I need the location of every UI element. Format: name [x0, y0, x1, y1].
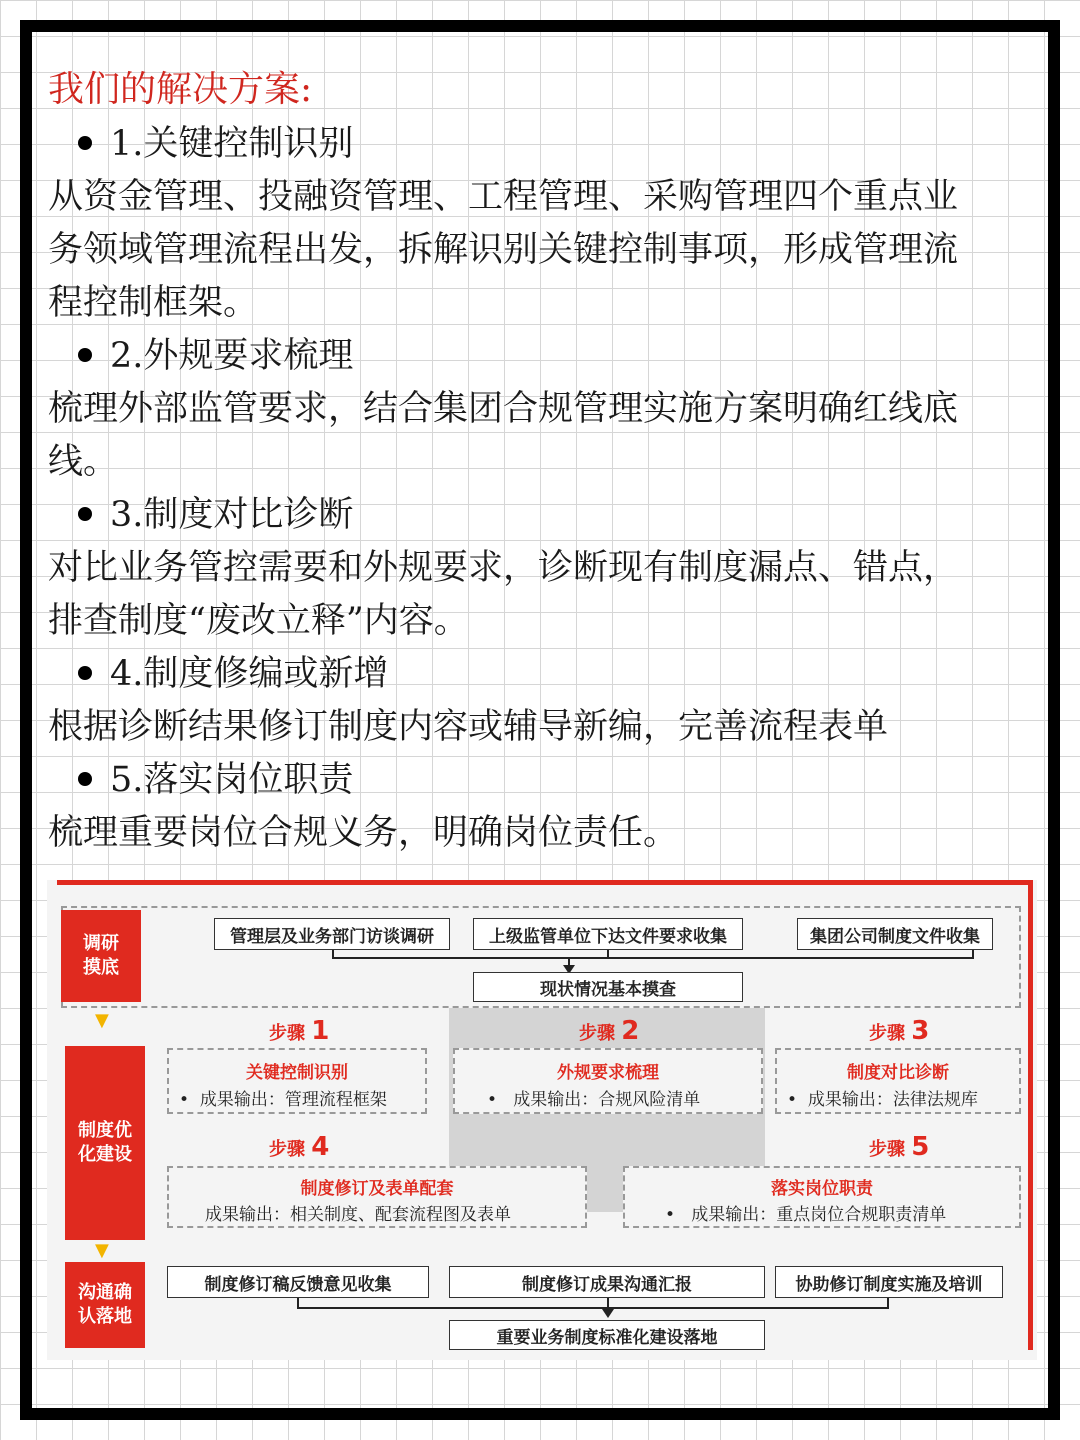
section-text: 排查制度“废改立释”内容。 — [48, 601, 469, 641]
section-title: 2.外规要求梳理 — [78, 330, 353, 382]
bullet-dot — [78, 772, 92, 786]
confirm-box: 制度修订稿反馈意见收集 — [167, 1266, 429, 1298]
bullet-dot — [78, 507, 92, 521]
step-label: 步骤 4 — [269, 1132, 330, 1162]
research-box: 管理层及业务部门访谈调研 — [214, 918, 450, 950]
bullet-dot — [78, 136, 92, 150]
step-title: 外规要求梳理 — [557, 1063, 659, 1083]
step-output: 成果输出：相关制度、配套流程图及表单 — [205, 1205, 511, 1225]
step-output: • 成果输出：合规风险清单 — [487, 1090, 701, 1110]
bullet-dot — [78, 666, 92, 680]
section-text: 梳理外部监管要求，结合集团合规管理实施方案明确红线底 — [48, 389, 959, 429]
step-output: • 成果输出：重点岗位合规职责清单 — [665, 1205, 947, 1225]
step-label: 步骤 2 — [579, 1016, 640, 1046]
section-text: 从资金管理、投融资管理、工程管理、采购管理四个重点业 — [48, 177, 959, 217]
step-label: 步骤 3 — [869, 1016, 930, 1046]
step-title: 制度对比诊断 — [847, 1063, 949, 1083]
phase-label-research: 调研 摸底 — [61, 910, 141, 1002]
section-text: 务领域管理流程出发，拆解识别关键控制事项，形成管理流 — [48, 230, 959, 270]
section-title: 3.制度对比诊断 — [78, 489, 353, 541]
research-box: 上级监管单位下达文件要求收集 — [473, 918, 743, 950]
section-text: 对比业务管控需要和外规要求，诊断现有制度漏点、错点， — [48, 548, 959, 588]
final-result-box: 重要业务制度标准化建设落地 — [449, 1320, 765, 1350]
section-text: 线。 — [48, 442, 119, 482]
section-text: 根据诊断结果修订制度内容或辅导新编，完善流程表单 — [48, 707, 889, 747]
step-output: • 成果输出：法律法规库 — [787, 1090, 978, 1110]
section-title: 1.关键控制识别 — [78, 118, 353, 170]
research-box: 集团公司制度文件收集 — [797, 918, 993, 950]
phase-arrow-icon: ▼ — [95, 1240, 109, 1261]
section-text: 程控制框架。 — [48, 283, 259, 323]
step-label: 步骤 1 — [269, 1016, 330, 1046]
process-diagram — [47, 880, 1037, 1360]
page-heading: 我们的解决方案: — [48, 69, 313, 110]
phase-label-confirm: 沟通确 认落地 — [65, 1262, 145, 1348]
step-title: 关键控制识别 — [246, 1063, 348, 1083]
connector — [297, 1307, 889, 1309]
step-output: • 成果输出：管理流程框架 — [179, 1090, 387, 1110]
section-title: 4.制度修编或新增 — [78, 648, 388, 700]
phase-arrow-icon: ▼ — [95, 1010, 109, 1031]
confirm-box: 协助修订制度实施及培训 — [775, 1266, 1003, 1298]
down-arrow-icon — [602, 1309, 614, 1318]
research-result-box: 现状情况基本摸查 — [473, 972, 743, 1002]
step-title: 制度修订及表单配套 — [300, 1179, 454, 1199]
connector — [332, 957, 974, 959]
phase-label-optimization: 制度优 化建设 — [65, 1046, 145, 1240]
section-title: 5.落实岗位职责 — [78, 754, 353, 806]
step-title: 落实岗位职责 — [771, 1179, 873, 1199]
section-text: 梳理重要岗位合规义务，明确岗位责任。 — [48, 813, 679, 853]
confirm-box: 制度修订成果沟通汇报 — [449, 1266, 765, 1298]
bullet-dot — [78, 348, 92, 362]
step-label: 步骤 5 — [869, 1132, 930, 1162]
